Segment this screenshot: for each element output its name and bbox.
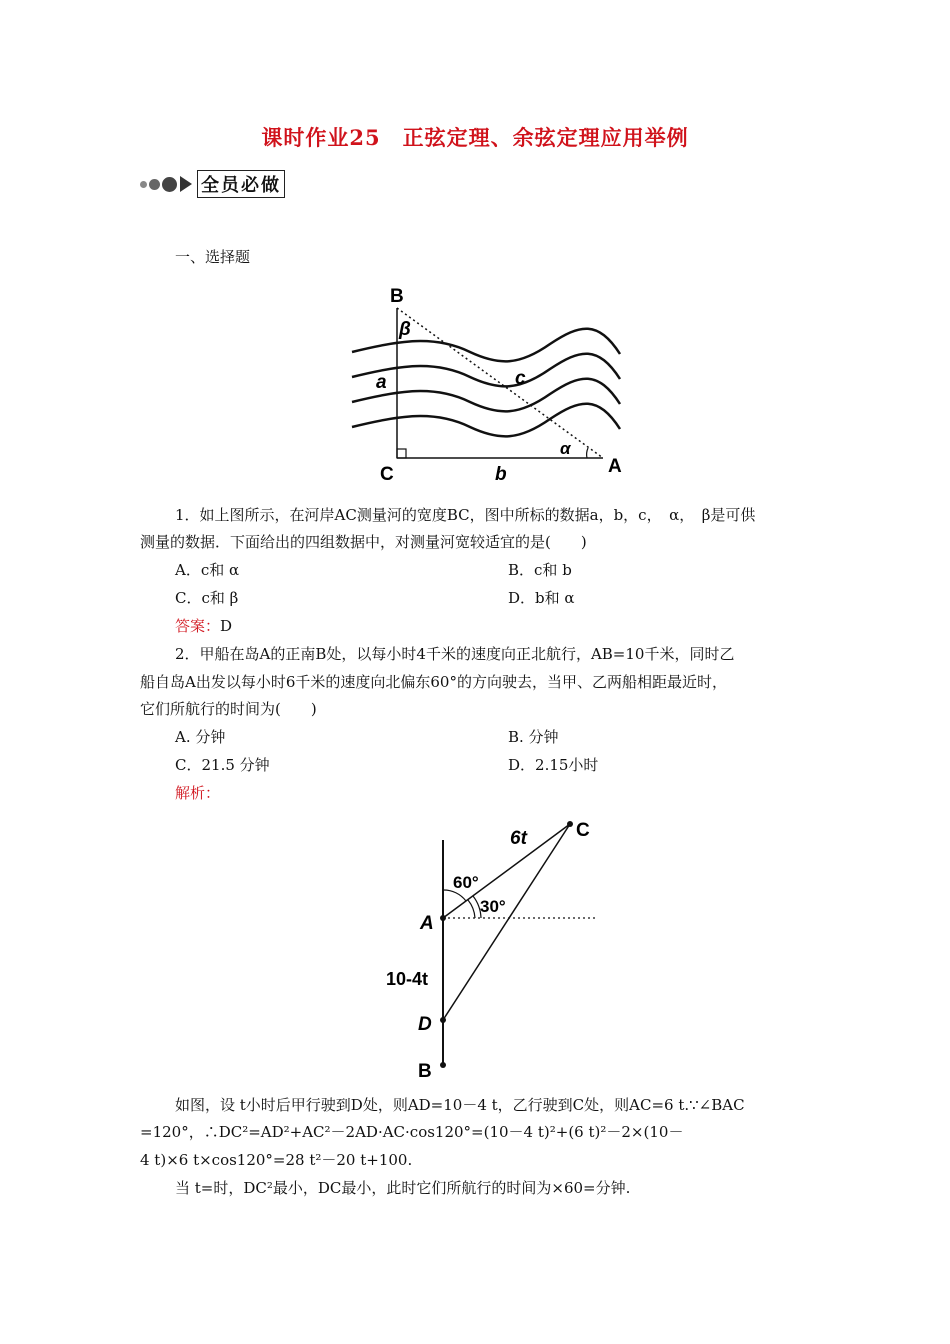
q2-solution-label: 解析： — [175, 784, 221, 802]
q2-line3: 它们所航行的时间为( ) — [140, 700, 317, 718]
q2-option-a: A. 分钟 — [175, 728, 226, 746]
label-30deg: 30° — [480, 897, 506, 916]
label-10-4t: 10-4t — [386, 969, 429, 989]
label-alpha: α — [560, 439, 571, 458]
q1-option-d: D．b和 α — [508, 589, 575, 607]
q1-option-c: C．c和 β — [175, 589, 239, 607]
page-title: 课时作业25 正弦定理、余弦定理应用举例 — [261, 125, 689, 150]
label-A: A — [608, 456, 622, 477]
banner-dot-icon — [162, 177, 177, 192]
banner-label: 全员必做 — [197, 170, 285, 198]
solution-line2: =120°，∴DC²=AD²+AC²－2AD·AC·cos120°=(10－4 t)²+(6 t)²－2×(10－ — [140, 1123, 684, 1141]
banner-arrow-icon — [179, 174, 193, 194]
q1-answer — [175, 612, 232, 640]
answer-value: D — [220, 617, 233, 635]
q2-line2: 船自岛A出发以每小时6千米的速度向北偏东60°的方向驶去，当甲、乙两船相距最近时， — [140, 673, 727, 691]
label-B: B — [418, 1061, 432, 1082]
label-a: a — [376, 372, 387, 393]
river-figure — [340, 280, 640, 490]
label-B: B — [390, 286, 404, 307]
label-C: C — [380, 464, 394, 485]
q1-option-b: B．c和 b — [508, 561, 572, 579]
banner-dot-icon — [149, 179, 160, 190]
label-beta: β — [399, 319, 411, 340]
label-b: b — [495, 464, 507, 485]
label-D: D — [418, 1014, 432, 1035]
q2-option-b: B. 分钟 — [508, 728, 559, 746]
solution-line4: 当 t=时，DC²最小，DC最小，此时它们所航行的时间为×60=分钟. — [175, 1179, 631, 1197]
solution-line3: 4 t)×6 t×cos120°=28 t²－20 t+100. — [140, 1151, 413, 1169]
q2-line1: 2．甲船在岛A的正南B处，以每小时4千米的速度向正北航行，AB=10千米，同时乙 — [175, 645, 735, 663]
answer-label: 答案： — [175, 617, 221, 635]
q1-option-a: A．c和 α — [175, 561, 240, 579]
ship-figure — [380, 810, 620, 1085]
banner-dot-icon — [140, 181, 147, 188]
label-C: C — [576, 820, 590, 841]
q2-option-c: C．21.5 分钟 — [175, 756, 270, 774]
section-banner — [140, 172, 285, 196]
q1-line2: 测量的数据．下面给出的四组数据中，对测量河宽较适宜的是( ) — [140, 533, 587, 551]
label-A: A — [420, 913, 434, 934]
solution-line1: 如图，设 t小时后甲行驶到D处，则AD=10－4 t，乙行驶到C处，则AC=6 t.∵∠BAC — [175, 1096, 745, 1114]
label-6t: 6t — [510, 828, 527, 849]
q1-line1: 1．如上图所示，在河岸AC测量河的宽度BC，图中所标的数据a，b，c， α， β是可供 — [175, 506, 756, 524]
q2-option-d: D．2.15小时 — [508, 756, 599, 774]
label-c: c — [515, 368, 526, 389]
section-heading: 一、选择题 — [175, 248, 251, 266]
label-60deg: 60° — [453, 873, 479, 892]
